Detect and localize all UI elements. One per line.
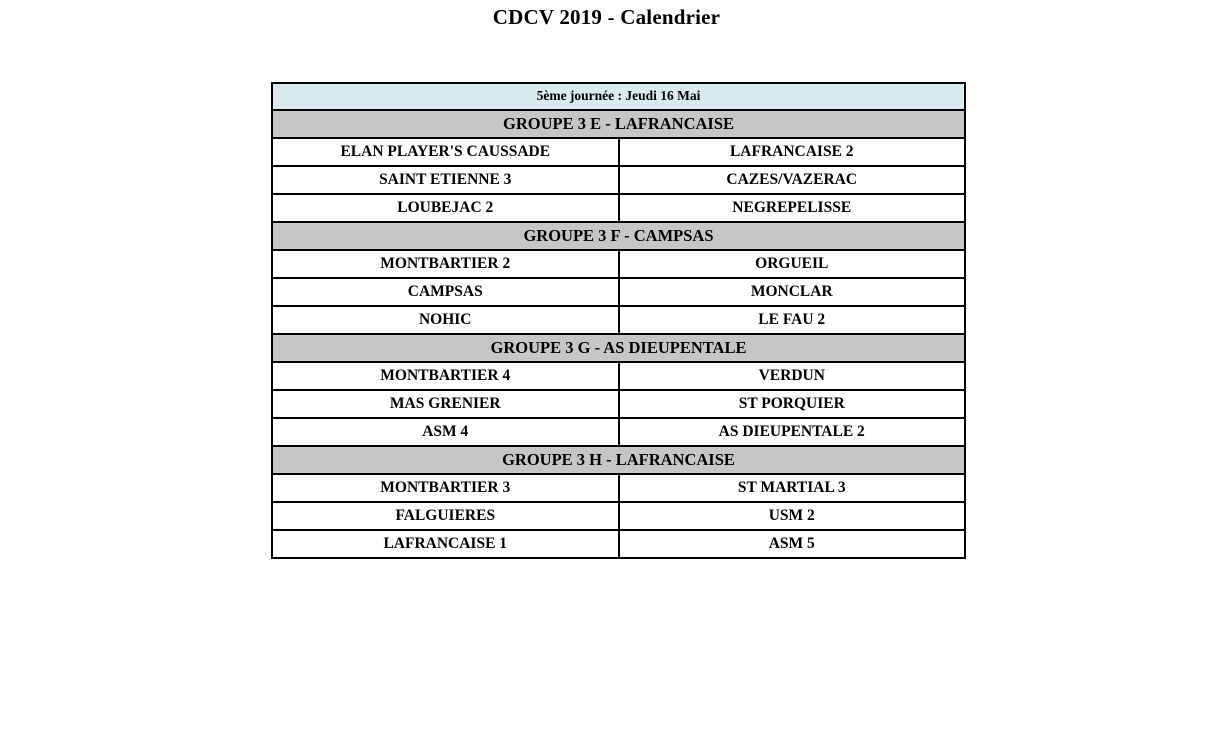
match-row [272,362,965,390]
match-row [272,278,965,306]
group-header-row [272,334,965,362]
group-header-label: GROUPE 3 E - LAFRANCAISE [272,110,965,138]
team-away: USM 2 [619,502,966,530]
team-home: SAINT ETIENNE 3 [272,166,619,194]
calendar-table-body [272,83,965,558]
team-home: ELAN PLAYER'S CAUSSADE [272,138,619,166]
team-home: MAS GRENIER [272,390,619,418]
group-header-label: GROUPE 3 G - AS DIEUPENTALE [272,334,965,362]
team-away: VERDUN [619,362,966,390]
match-row [272,530,965,558]
team-home: FALGUIERES [272,502,619,530]
team-home: LOUBEJAC 2 [272,194,619,222]
team-home: ASM 4 [272,418,619,446]
calendar-table [271,82,966,559]
journee-header-label: 5ème journée : Jeudi 16 Mai [272,83,965,110]
match-row [272,474,965,502]
match-row [272,166,965,194]
group-header-row [272,222,965,250]
team-home: MONTBARTIER 3 [272,474,619,502]
team-home: NOHIC [272,306,619,334]
group-header-label: GROUPE 3 H - LAFRANCAISE [272,446,965,474]
group-header-row [272,446,965,474]
match-row [272,250,965,278]
match-row [272,502,965,530]
team-away: ORGUEIL [619,250,966,278]
team-away: AS DIEUPENTALE 2 [619,418,966,446]
team-home: MONTBARTIER 2 [272,250,619,278]
match-row [272,390,965,418]
team-home: LAFRANCAISE 1 [272,530,619,558]
match-row [272,194,965,222]
team-away: ASM 5 [619,530,966,558]
match-row [272,418,965,446]
team-away: NEGREPELISSE [619,194,966,222]
team-away: CAZES/VAZERAC [619,166,966,194]
team-away: MONCLAR [619,278,966,306]
team-home: MONTBARTIER 4 [272,362,619,390]
journee-header-row [272,83,965,110]
team-away: ST MARTIAL 3 [619,474,966,502]
match-row [272,306,965,334]
team-away: ST PORQUIER [619,390,966,418]
page-title: CDCV 2019 - Calendrier [492,5,721,29]
group-header-row [272,110,965,138]
group-header-label: GROUPE 3 F - CAMPSAS [272,222,965,250]
team-away: LE FAU 2 [619,306,966,334]
team-home: CAMPSAS [272,278,619,306]
match-row [272,138,965,166]
team-away: LAFRANCAISE 2 [619,138,966,166]
